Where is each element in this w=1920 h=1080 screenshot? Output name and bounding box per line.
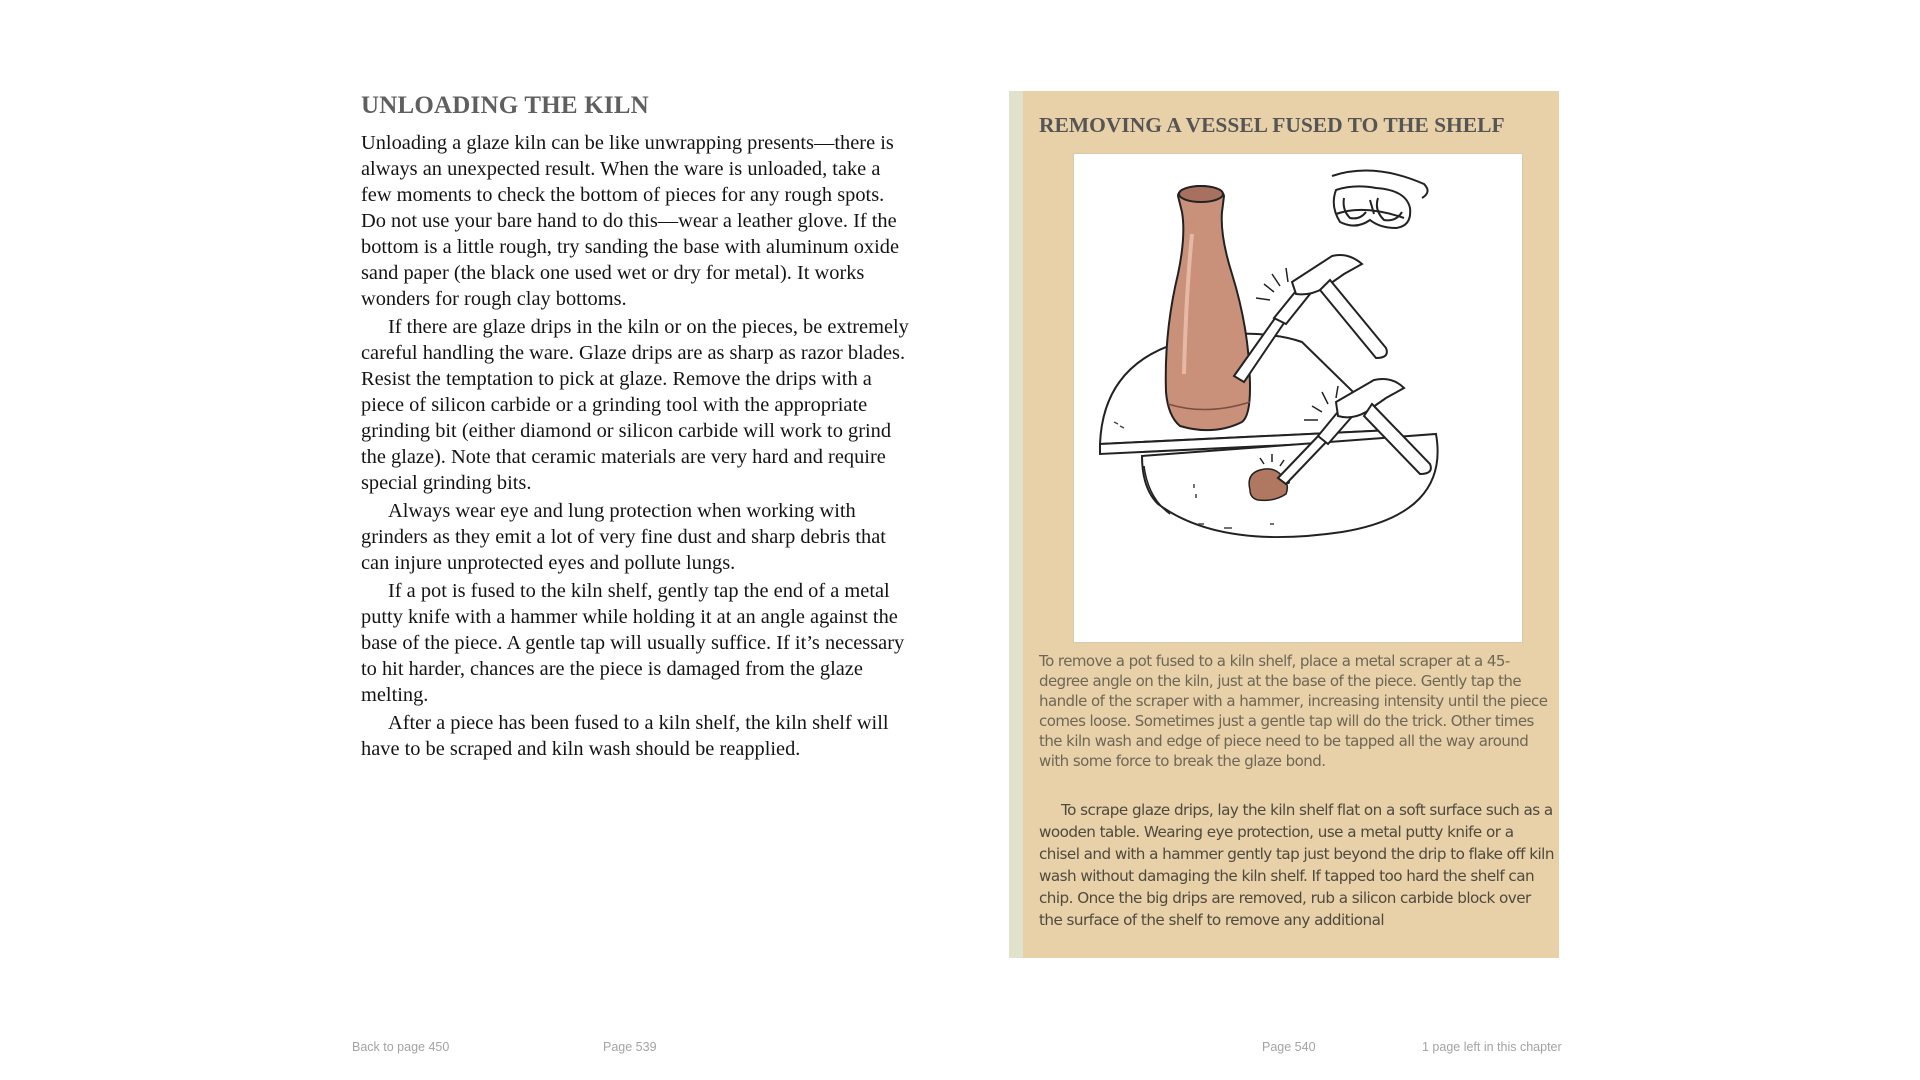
left-page-number: Page 539	[603, 1040, 657, 1054]
paragraph-1: Unloading a glaze kiln can be like unwrapping presents—there is always an unexpected result. When the ware is unloaded, take a few moments to check the bottom of pieces for any rough spots. Do not use your bare hand to do this—wear a leather glove. If the bottom is a little rough, try sanding the base with aluminum oxide sand paper (the black one used wet or dry for metal). It works wonders for rough clay bottoms.	[361, 132, 900, 310]
paragraph-5: After a piece has been fused to a kiln shelf, the kiln shelf will have to be scraped and kiln wash should be reapplied.	[361, 712, 889, 760]
illustration-svg	[1074, 154, 1522, 642]
goggles-icon	[1332, 171, 1428, 228]
back-to-page-link[interactable]: Back to page 450	[352, 1040, 450, 1054]
paragraph-2: If there are glaze drips in the kiln or on the pieces, be extremely careful handling the ware. Glaze drips are as sharp as razor blades. Resist the temptation to pick at glaze. Remove the drips with a piece of silicon carbide or a grinding tool with the appropriate grinding bit (either diamond or silicon carbide will work to grind the glaze). Note that ceramic materials are very hard and require special grinding bits.	[361, 316, 909, 494]
paragraph-3: Always wear eye and lung protection when working with grinders as they emit a lot of very fine dust and sharp debris that can injure unprotected eyes and pollute lungs.	[361, 500, 886, 574]
section-heading: UNLOADING THE KILN	[361, 92, 649, 119]
vase-icon	[1166, 186, 1250, 430]
sidebar-box	[1009, 91, 1559, 958]
right-page-number: Page 540	[1262, 1040, 1316, 1054]
sidebar-heading: REMOVING A VESSEL FUSED TO THE SHELF	[1039, 113, 1505, 137]
illustration	[1073, 153, 1523, 643]
paragraph-4: If a pot is fused to the kiln shelf, gently tap the end of a metal putty knife with a hammer while holding it at an angle against the base of the piece. A gentle tap will usually suffice. If it’s necessary to hit harder, chances are the piece is damaged from the glaze melting.	[361, 580, 905, 706]
sidebar-paragraph: To scrape glaze drips, lay the kiln shelf flat on a soft surface such as a wooden table. Wearing eye protection, use a metal putty knife or a chisel and with a hammer gently tap just beyond the drip to flake off kiln wash without damaging the kiln shelf. If tapped too hard the shelf can chip. Once the big drips are removed, rub a silicon carbide block over the surface of the shelf to remove any additional	[1039, 801, 1554, 929]
chapter-pages-remaining: 1 page left in this chapter	[1422, 1040, 1562, 1054]
left-page	[361, 86, 911, 762]
illustration-caption: To remove a pot fused to a kiln shelf, place a metal scraper at a 45-degree angle on the kiln, just at the base of the piece. Gently tap the handle of the scraper with a hammer, increasing intensity until the piece comes loose. Sometimes just a gentle tap will do the trick. Other times the kiln wash and edge of piece need to be tapped all the way around with some force to break the glaze bond.	[1039, 652, 1548, 770]
body-text	[361, 130, 911, 762]
